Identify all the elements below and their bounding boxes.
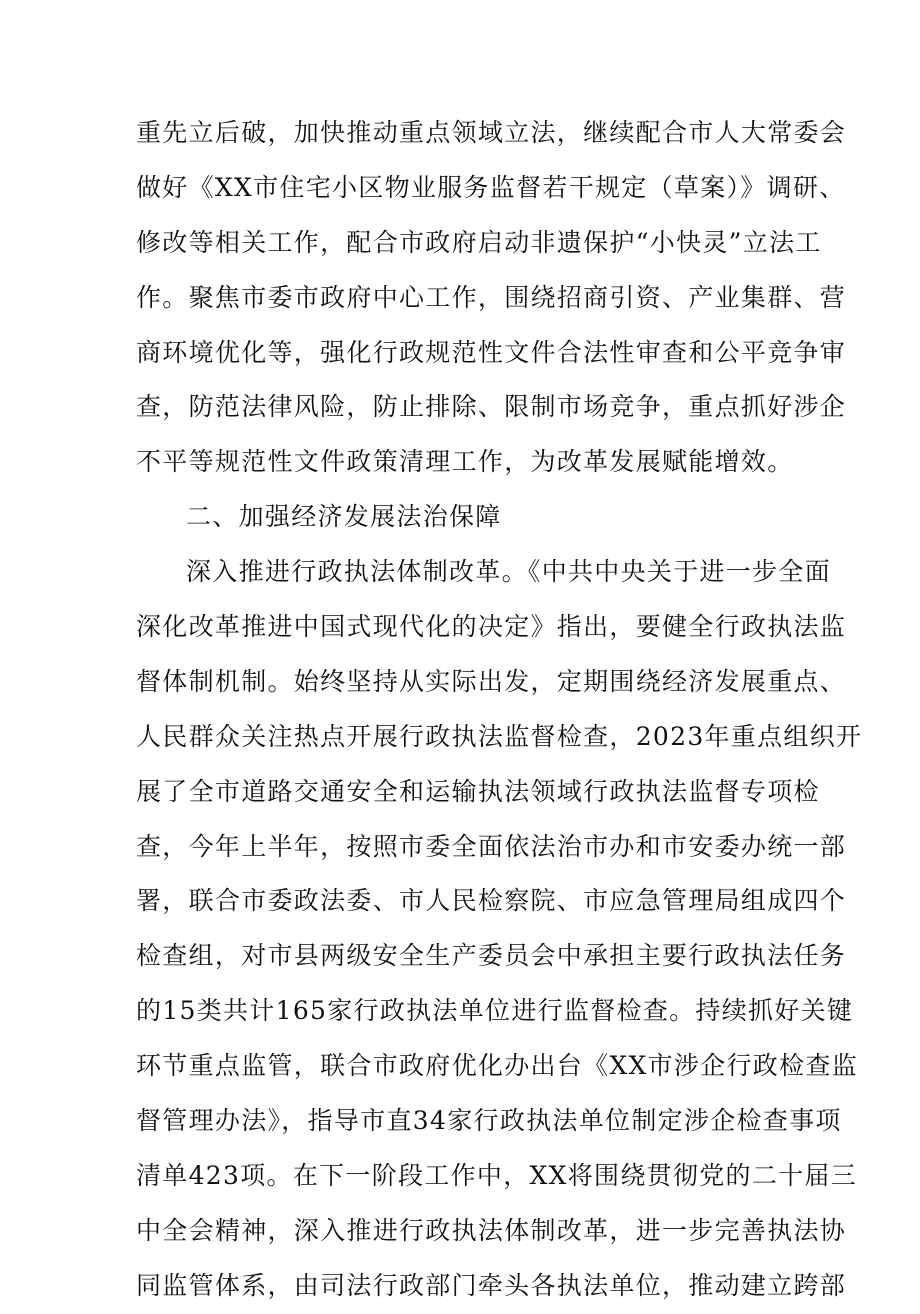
document-body [136, 106, 863, 1314]
text-line: 同监管体系，由司法行政部门牵头各执法单位，推动建立跨部 [136, 1270, 847, 1300]
text-line: 查，防范法律风险，防止排除、限制市场竞争，重点抓好涉企 [136, 392, 847, 422]
text-line: 重先立后破，加快推动重点领域立法，继续配合市人大常委会 [136, 118, 847, 147]
text-line: 署，联合市委政法委、市人民检察院、市应急管理局组成四个 [136, 886, 847, 916]
text-line: 深入推进行政执法体制改革。《中共中央关于进一步全面 [186, 557, 832, 587]
text-line: 人民群众关注热点开展行政执法监督检查，2023年重点组织开 [136, 721, 863, 751]
text-line: 查，今年上半年，按照市委全面依法治市办和市安委办统一部 [136, 831, 847, 861]
text-line: 清单423项。在下一阶段工作中，XX将围绕贯彻党的二十届三 [136, 1160, 858, 1190]
text-line: 修改等相关工作，配合市政府启动非遗保护“小快灵”立法工 [136, 227, 822, 257]
text-line: 展了全市道路交通安全和运输执法领域行政执法监督专项检 [136, 776, 820, 806]
text-line: 中全会精神，深入推进行政执法体制改革，进一步完善执法协 [136, 1215, 847, 1245]
text-line: 深化改革推进中国式现代化的决定》指出，要健全行政执法监 [136, 612, 847, 642]
text-line: 作。聚焦市委市政府中心工作，围绕招商引资、产业集群、营 [136, 282, 847, 312]
text-line: 环节重点监管，联合市政府优化办出台《XX市涉企行政检查监 [136, 1051, 858, 1081]
text-line: 做好《XX市住宅小区物业服务监督若干规定（草案）》调研、 [136, 172, 846, 202]
text-line: 商环境优化等，强化行政规范性文件合法性审查和公平竞争审 [136, 337, 847, 367]
text-line: 督体制机制。始终坚持从实际出发，定期围绕经济发展重点、 [136, 666, 847, 696]
section-heading: 二、加强经济发展法治保障 [186, 502, 502, 532]
text-line: 不平等规范性文件政策清理工作，为改革发展赋能增效。 [136, 447, 794, 477]
text-line: 的15类共计165家行政执法单位进行监督检查。持续抓好关键 [136, 996, 854, 1026]
text-line: 检查组，对市县两级安全生产委员会中承担主要行政执法任务 [136, 941, 847, 971]
text-line: 督管理办法》，指导市直34家行政执法单位制定涉企检查事项 [136, 1106, 842, 1136]
